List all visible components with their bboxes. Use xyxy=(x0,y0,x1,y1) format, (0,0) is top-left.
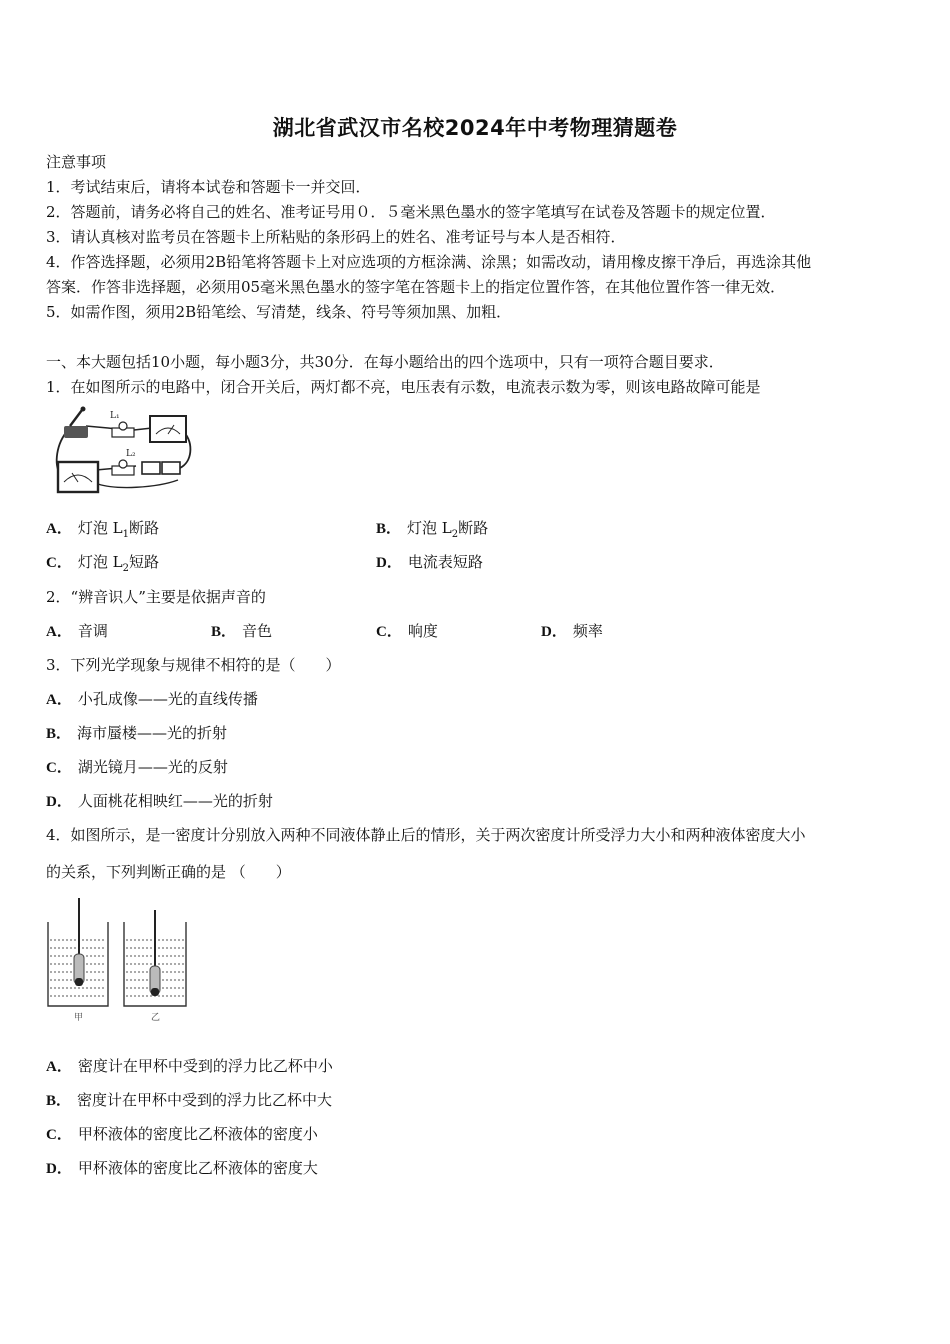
beaker-yi-label: 乙 xyxy=(151,1013,161,1023)
q4-option-d[interactable]: D． 甲杯液体的密度比乙杯液体的密度大 xyxy=(46,1159,318,1177)
switch xyxy=(64,426,88,438)
q4-stem-line2: 的关系，下列判断正确的是 （ ） xyxy=(46,863,291,881)
lamp-l2-label: L₂ xyxy=(126,449,136,459)
ammeter xyxy=(150,416,186,442)
beaker-jia xyxy=(48,898,108,1006)
q4-stem-line1: 4．如图所示，是一密度计分别放入两种不同液体静止后的情形，关于两次密度计所受浮力大小和两种液体密度大小 xyxy=(46,826,806,844)
battery-cell xyxy=(162,462,180,474)
note-item: 4．作答选择题，必须用2B铅笔将答题卡上对应选项的方框涂满、涂黑；如需改动，请用橡皮擦干净后，再选涂其他 xyxy=(46,253,812,271)
q1-stem: 1．在如图所示的电路中，闭合开关后，两灯都不亮，电压表有示数，电流表示数为零，则该电路故障可能是 xyxy=(46,378,761,396)
q2-option-a[interactable]: A． 音调 xyxy=(46,622,108,640)
circuit-figure xyxy=(46,404,196,496)
note-item: 1．考试结束后，请将本试卷和答题卡一并交回． xyxy=(46,178,371,196)
note-item: 3．请认真核对监考员在答题卡上所粘贴的条形码上的姓名、准考证号与本人是否相符． xyxy=(46,228,626,246)
note-item: 5．如需作图，须用2B铅笔绘、写清楚，线条、符号等须加黑、加粗． xyxy=(46,303,512,321)
q2-option-b[interactable]: B． 音色 xyxy=(211,622,273,640)
page-title: 湖北省武汉市名校2024年中考物理猜题卷 xyxy=(272,116,678,140)
beaker-jia-label: 甲 xyxy=(74,1013,84,1023)
q3-option-a[interactable]: A． 小孔成像——光的直线传播 xyxy=(46,690,258,708)
lamp-l2 xyxy=(119,460,127,468)
q1-option-c[interactable]: C． 灯泡 $L_2$短路 xyxy=(46,553,159,574)
switch-lever xyxy=(70,410,82,426)
q3-option-c[interactable]: C． 湖光镜月——光的反射 xyxy=(46,758,228,776)
hydrometer-weight xyxy=(75,978,83,986)
q1-option-b[interactable]: B． 灯泡 $L_2$断路 xyxy=(376,519,489,540)
note-item: 答案．作答非选择题，必须用05毫米黑色墨水的签字笔在答题卡上的指定位置作答，在其他位置作答一律无效． xyxy=(46,278,786,296)
q1-option-d[interactable]: D． 电流表短路 xyxy=(376,553,483,571)
hydrometer-figure xyxy=(44,894,194,1024)
notes-heading: 注意事项 xyxy=(46,153,107,171)
wire xyxy=(98,480,178,487)
q4-option-a[interactable]: A． 密度计在甲杯中受到的浮力比乙杯中小 xyxy=(46,1057,333,1075)
note-item: 2．答题前，请务必将自己的姓名、准考证号用０．５毫米黑色墨水的签字笔填写在试卷及答题卡的规定位置． xyxy=(46,203,776,221)
q2-option-c[interactable]: C． 响度 xyxy=(376,622,438,640)
battery-cell xyxy=(142,462,160,474)
q4-option-b[interactable]: B． 密度计在甲杯中受到的浮力比乙杯中大 xyxy=(46,1091,333,1109)
lamp-l1 xyxy=(119,422,127,430)
q3-option-d[interactable]: D． 人面桃花相映红——光的折射 xyxy=(46,792,273,810)
q2-stem: 2．“辨音识人”主要是依据声音的 xyxy=(46,588,266,606)
q2-option-d[interactable]: D． 频率 xyxy=(541,622,603,640)
section-heading: 一、本大题包括10小题，每小题3分，共30分．在每小题给出的四个选项中，只有一项符合题目要求． xyxy=(46,353,724,371)
hydrometer-weight xyxy=(151,988,159,996)
lamp-l1-label: L₁ xyxy=(110,411,120,421)
q4-option-c[interactable]: C． 甲杯液体的密度比乙杯液体的密度小 xyxy=(46,1125,318,1143)
q1-option-a[interactable]: A． 灯泡 $L_1$断路 xyxy=(46,519,159,540)
beaker-yi xyxy=(124,910,186,1006)
q3-option-b[interactable]: B． 海市蜃楼——光的折射 xyxy=(46,724,228,742)
voltmeter xyxy=(58,462,98,492)
q3-stem: 3．下列光学现象与规律不相符的是（ ） xyxy=(46,656,341,674)
switch-knob xyxy=(81,407,86,412)
